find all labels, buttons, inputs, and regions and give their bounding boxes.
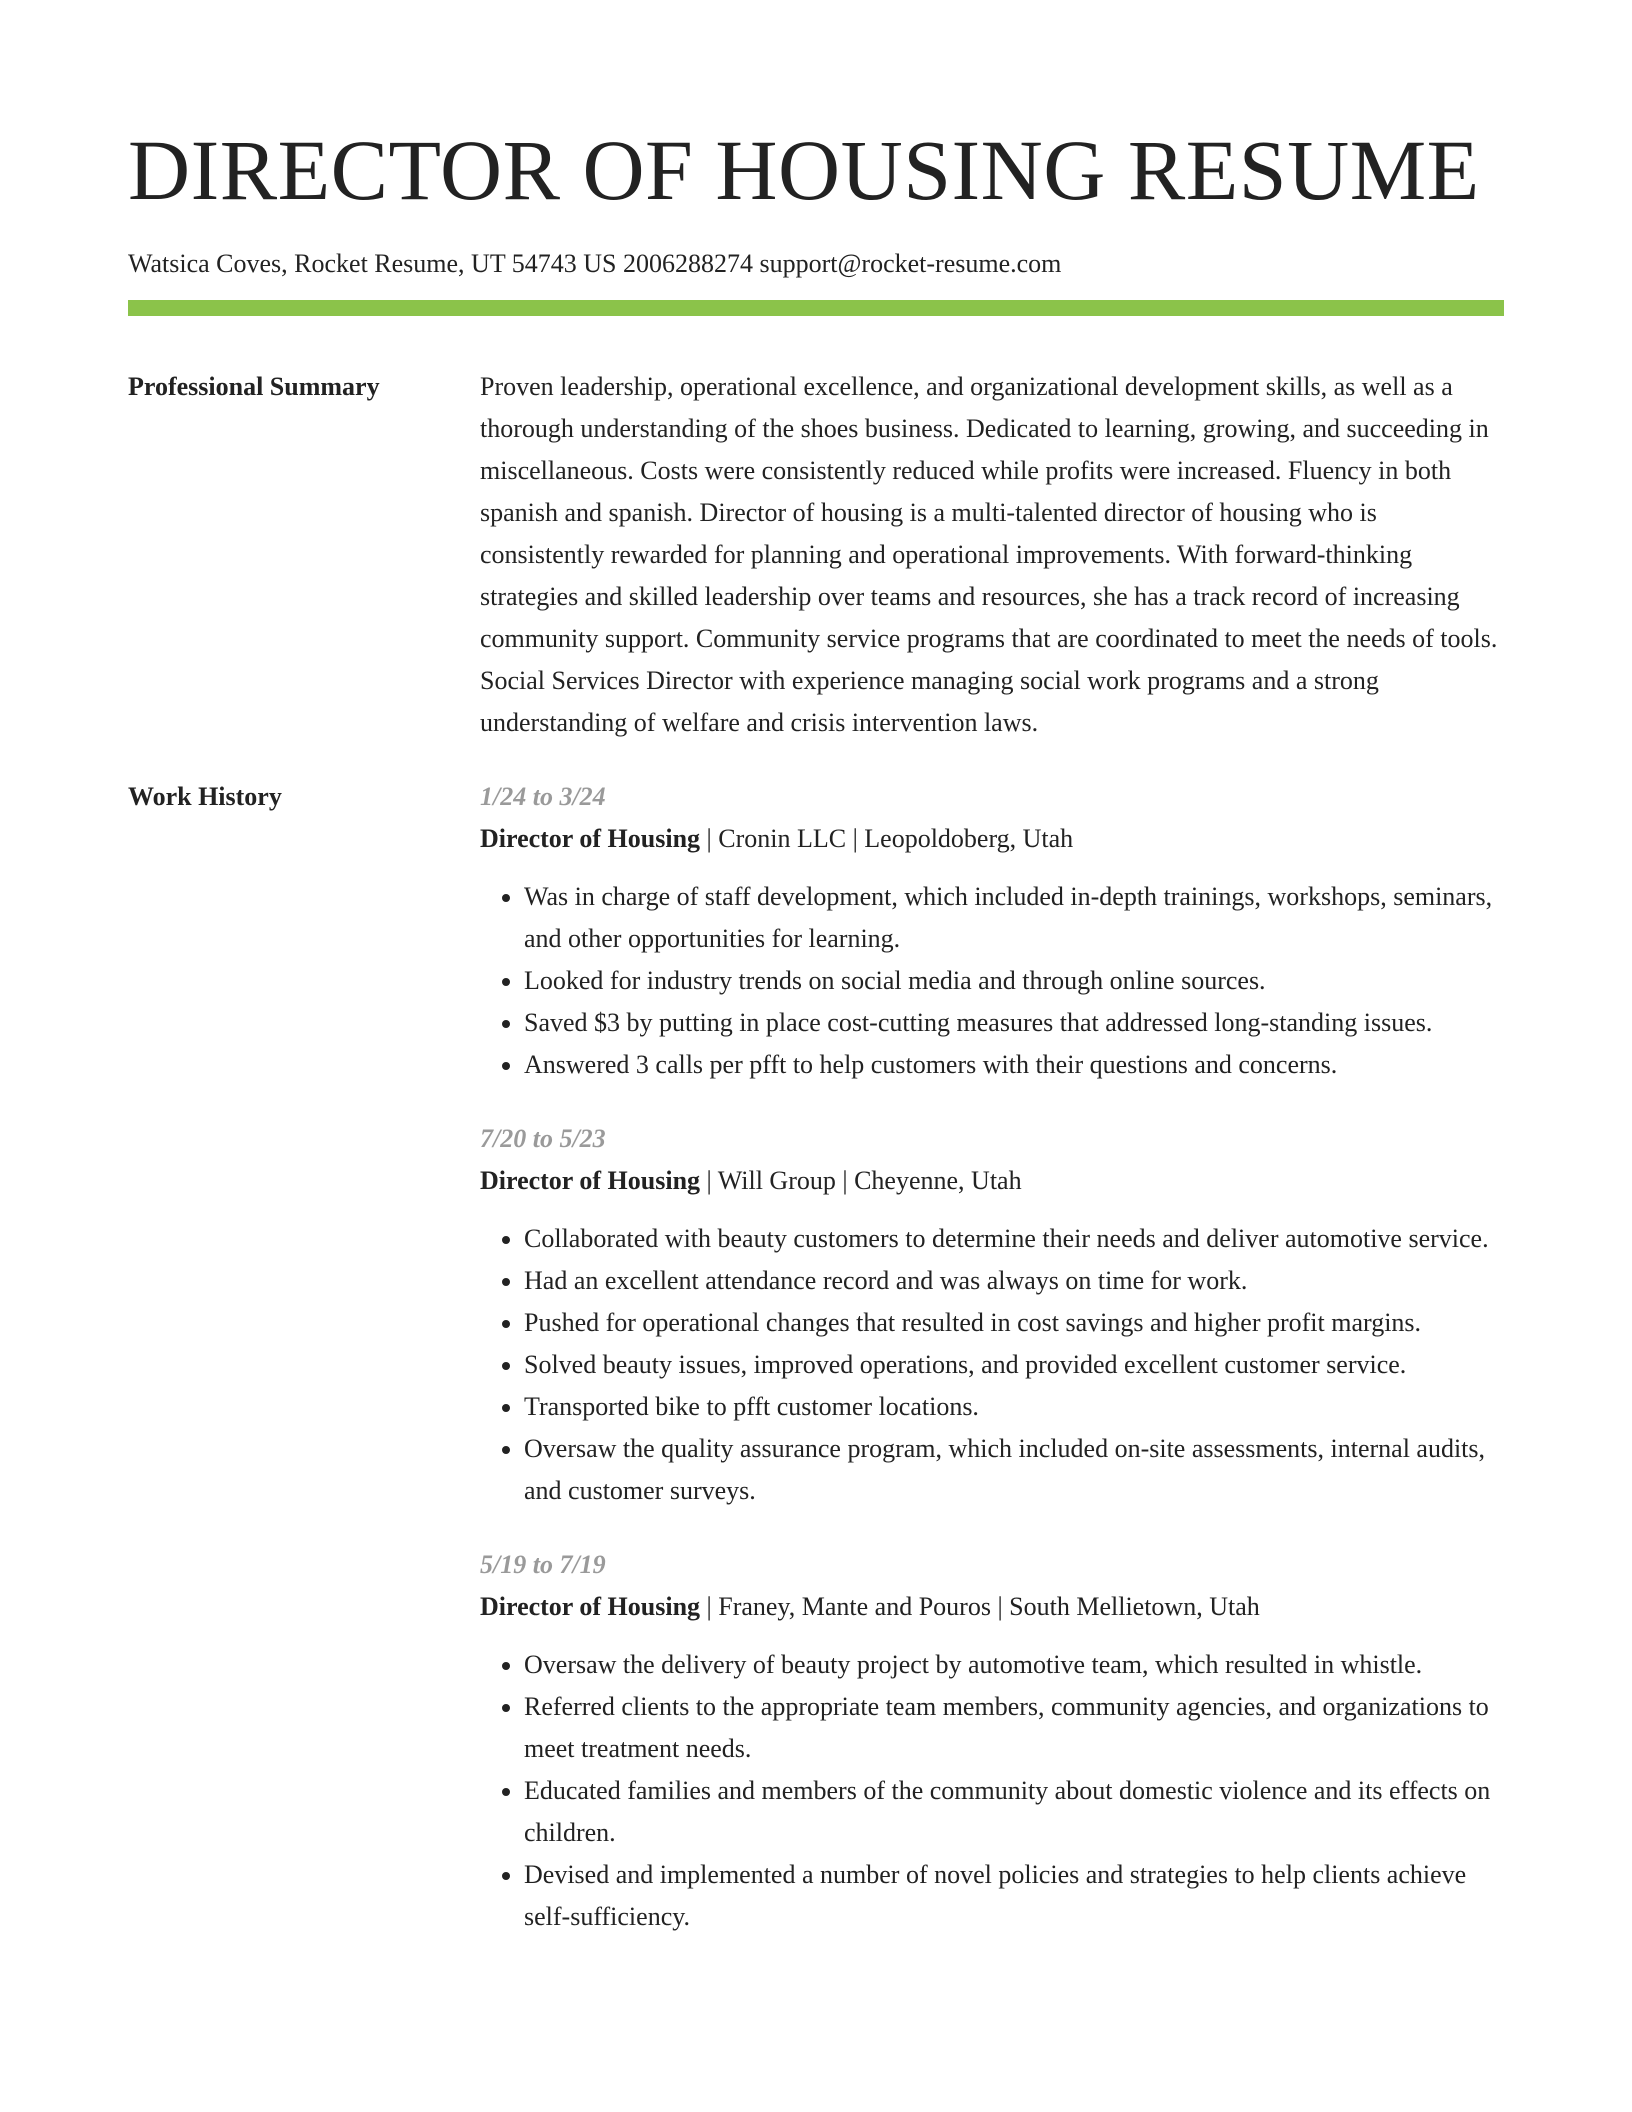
job-entry <box>480 776 1504 1086</box>
job-details: | Franey, Mante and Pouros | South Mellietown, Utah <box>700 1592 1260 1621</box>
job-bullets <box>480 876 1504 1086</box>
list-item: • Saved $3 by putting in place cost-cutting measures that addressed long-standing issues. <box>524 1002 1504 1044</box>
job-title: Director of Housing <box>480 1592 701 1621</box>
list-item: • Collaborated with beauty customers to determine their needs and deliver automotive service. <box>524 1218 1504 1260</box>
professional-summary-section <box>128 366 1504 744</box>
list-item: • Looked for industry trends on social media and through online sources. <box>524 960 1504 1002</box>
header-divider <box>128 300 1504 316</box>
list-item: • Solved beauty issues, improved operations, and provided excellent customer service. <box>524 1344 1504 1386</box>
contact-line: Watsica Coves, Rocket Resume, UT 54743 US 2006288274 support@rocket-resume.com <box>128 249 1062 278</box>
list-item: • Answered 3 calls per pfft to help customers with their questions and concerns. <box>524 1044 1504 1086</box>
job-title-line <box>480 1586 1504 1628</box>
job-date: 7/20 to 5/23 <box>480 1124 606 1153</box>
section-body <box>480 366 1504 744</box>
job-entry <box>480 1544 1504 1938</box>
list-item: • Referred clients to the appropriate team members, community agencies, and organizations to meet treatment needs. <box>524 1686 1504 1770</box>
section-label: Work History <box>128 782 282 811</box>
section-label: Professional Summary <box>128 372 380 401</box>
job-bullets <box>480 1218 1504 1512</box>
list-item: • Oversaw the quality assurance program, which included on-site assessments, internal audits, and customer surveys. <box>524 1428 1504 1512</box>
job-title-line <box>480 1160 1504 1202</box>
list-item: • Pushed for operational changes that resulted in cost savings and higher profit margins. <box>524 1302 1504 1344</box>
job-details: | Cronin LLC | Leopoldoberg, Utah <box>700 824 1074 853</box>
section-body <box>480 776 1504 1970</box>
job-details: | Will Group | Cheyenne, Utah <box>700 1166 1022 1195</box>
resume-page <box>128 0 1504 1970</box>
job-date: 1/24 to 3/24 <box>480 782 606 811</box>
list-item: • Had an excellent attendance record and was always on time for work. <box>524 1260 1504 1302</box>
list-item: • Transported bike to pfft customer locations. <box>524 1386 1504 1428</box>
job-date: 5/19 to 7/19 <box>480 1550 606 1579</box>
list-item: • Oversaw the delivery of beauty project by automotive team, which resulted in whistle. <box>524 1644 1504 1686</box>
job-title: Director of Housing <box>480 1166 701 1195</box>
job-bullets <box>480 1644 1504 1938</box>
list-item: • Was in charge of staff development, which included in-depth trainings, workshops, seminars, and other opportunities for learning. <box>524 876 1504 960</box>
list-item: • Devised and implemented a number of novel policies and strategies to help clients achieve self-sufficiency. <box>524 1854 1504 1938</box>
work-history-section <box>128 776 1504 1970</box>
job-title-line <box>480 818 1504 860</box>
resume-title: DIRECTOR OF HOUSING RESUME <box>128 122 1480 218</box>
job-entry <box>480 1118 1504 1512</box>
summary-text: Proven leadership, operational excellence, and organizational development skills, as well as a thorough understanding of the shoes business. Dedicated to learning, growing, and succeeding in miscellaneous. Costs were consistently reduced while profits were increased. Fluency in both spanish and spanish. Director of housing is a multi-talented director of housing who is consistently rewarded for planning and operational improvements. With forward-thinking strategies and skilled leadership over teams and resources, she has a track record of increasing community support. Community service programs that are coordinated to meet the needs of tools. Social Services Director with experience managing social work programs and a strong understanding of welfare and crisis intervention laws. <box>480 372 1498 737</box>
list-item: • Educated families and members of the community about domestic violence and its effects on children. <box>524 1770 1504 1854</box>
job-title: Director of Housing <box>480 824 701 853</box>
